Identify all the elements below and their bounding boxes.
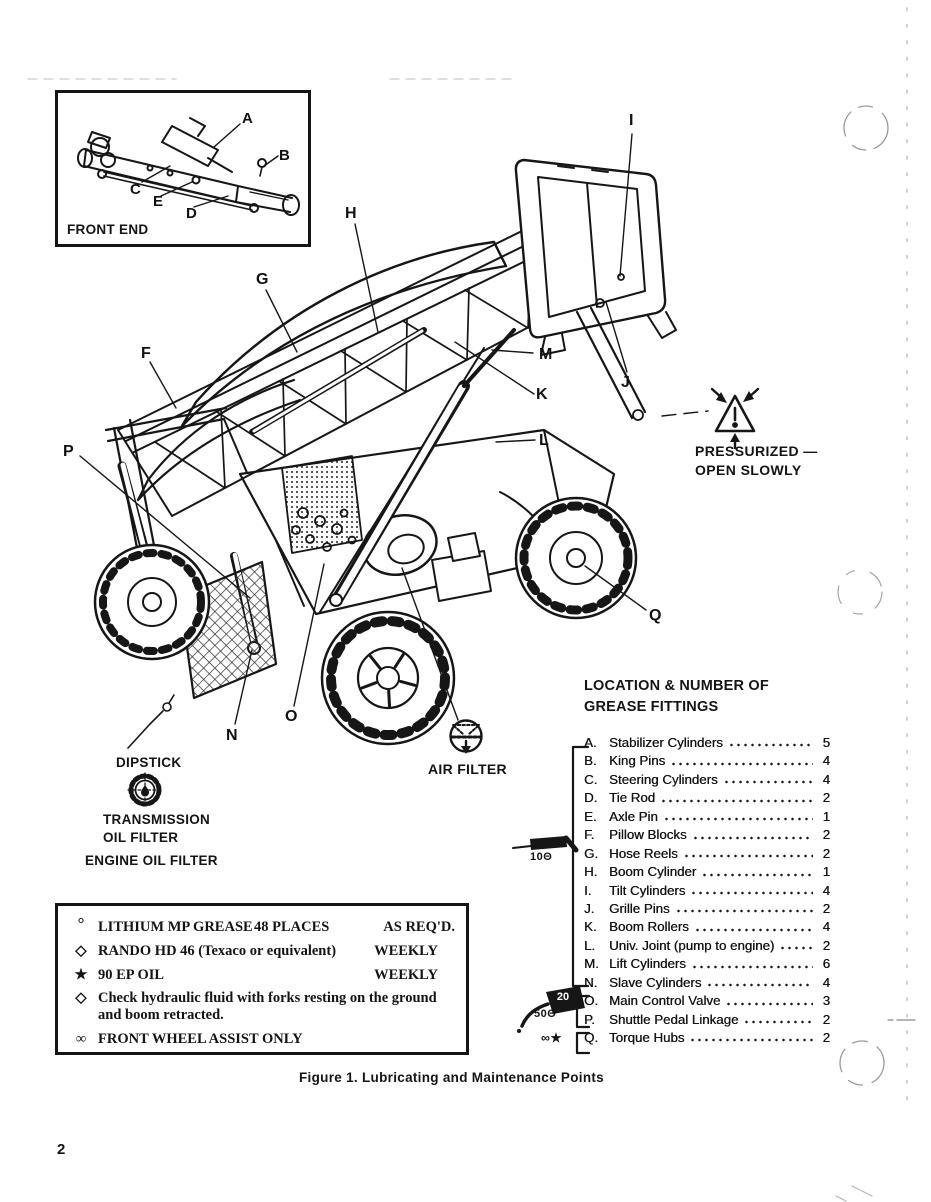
grease-item-letter: M.: [584, 956, 599, 972]
grease-item-letter: G.: [584, 845, 599, 861]
grease-item-count: 2: [822, 900, 830, 916]
callout-g: G: [256, 271, 269, 288]
grease-item-row: [584, 993, 830, 1011]
grease-item-letter: N.: [584, 974, 598, 990]
dipstick-label: DIPSTICK: [116, 755, 182, 770]
air-filter-icon: [451, 721, 482, 755]
grease-item-letter: J.: [584, 900, 595, 916]
grease-item-letter: K.: [584, 919, 597, 935]
grease-item-row: [584, 772, 830, 790]
grease-item-row: [584, 1030, 830, 1048]
callout-c: C: [130, 181, 141, 198]
dotted-leader: [725, 993, 813, 1011]
legend-symbol-icon: ★: [74, 967, 88, 983]
grease-item-count: 2: [822, 790, 830, 806]
transmission-filter-label-line2: OIL FILTER: [103, 830, 179, 845]
grease-item-count: 4: [822, 882, 830, 898]
grease-item-name: Axle Pin: [609, 808, 658, 824]
dotted-leader: [728, 735, 813, 753]
dotted-leader: [663, 809, 813, 827]
grease-item-name: Slave Cylinders: [609, 974, 702, 990]
callout-j: J: [621, 374, 630, 391]
grease-item-name: Steering Cylinders: [609, 771, 718, 787]
legend-interval: WEEKLY: [374, 943, 438, 959]
dotted-leader: [694, 919, 813, 937]
grease-item-letter: C.: [584, 771, 598, 787]
grease-item-letter: Q.: [584, 1030, 599, 1045]
transmission-filter-icon: [128, 773, 162, 807]
legend-symbol-icon: ∞: [75, 1031, 87, 1047]
grease-item-name: Main Control Valve: [609, 993, 721, 1009]
legend-symbol-icon: ◇: [75, 990, 87, 1006]
callout-m: M: [539, 346, 553, 363]
dotted-leader: [692, 827, 813, 845]
dotted-leader: [675, 901, 813, 919]
grease-item-count: 2: [822, 845, 830, 861]
left-wheel: [95, 545, 209, 659]
dotted-leader: [723, 772, 813, 790]
transmission-filter-label-line1: TRANSMISSION: [103, 812, 211, 827]
callout-d: D: [186, 205, 197, 222]
dotted-leader: [683, 846, 813, 864]
grease-item-count: 6: [822, 956, 830, 972]
grease-item-row: [584, 864, 830, 882]
callout-p: P: [63, 443, 74, 460]
grease-item-row: [584, 790, 830, 808]
grease-item-letter: I.: [584, 882, 592, 898]
grease-gun-icon: [513, 836, 576, 850]
figure-caption: Figure 1. Lubricating and Maintenance Points: [299, 1070, 604, 1085]
dotted-leader: [701, 864, 813, 882]
grease-item-row: [584, 1012, 830, 1030]
legend-text: RANDO HD 46 (Texaco or equivalent): [98, 943, 337, 959]
grease-item-letter: E.: [584, 808, 597, 824]
pressurized-warning-line1: PRESSURIZED —: [695, 443, 818, 459]
grease-item-count: 2: [822, 937, 830, 953]
engine-oil-filter-label: ENGINE OIL FILTER: [85, 853, 218, 868]
grease-item-row: [584, 735, 830, 753]
grease-item-row: [584, 956, 830, 974]
grease-item-row: [584, 846, 830, 864]
dotted-leader: [743, 1012, 813, 1030]
dotted-leader: [660, 790, 813, 808]
callout-q: Q: [649, 607, 662, 624]
grease-item-name: King Pins: [609, 753, 666, 769]
grease-item-name: Pillow Blocks: [609, 827, 687, 843]
callout-b: B: [279, 147, 290, 164]
grease-item-name: Univ. Joint (pump to engine): [609, 937, 775, 953]
grease-item-letter: H.: [584, 864, 598, 880]
dotted-leader: [689, 1030, 813, 1048]
grease-item-letter: A.: [584, 735, 597, 750]
lubricant-legend-box: [55, 903, 469, 1055]
legend-text: Check hydraulic fluid with forks resting on the ground and boom retracted.: [98, 990, 437, 1023]
legend-places: 48 PLACES: [254, 919, 330, 935]
grease-item-count: 2: [822, 1030, 830, 1045]
legend-text: LITHIUM MP GREASE: [98, 919, 253, 935]
legend-interval: AS REQ'D.: [383, 919, 455, 935]
grease-item-count: 2: [822, 827, 830, 843]
grease-item-count: 4: [822, 919, 830, 935]
dotted-leader: [706, 975, 813, 993]
grease-item-count: 3: [822, 993, 830, 1009]
interval-20hr-badge: 20: [556, 991, 570, 1003]
grease-item-row: [584, 753, 830, 771]
grease-item-count: 5: [822, 735, 830, 750]
front-end-label: FRONT END: [67, 222, 149, 237]
callout-k: K: [536, 386, 548, 403]
legend-symbol-icon: °: [77, 914, 85, 933]
dotted-leader: [670, 753, 813, 771]
grease-item-row: [584, 883, 830, 901]
grease-fittings-panel: [584, 676, 830, 1048]
grease-item-letter: B.: [584, 753, 597, 769]
pressurized-warning-line2: OPEN SLOWLY: [695, 462, 802, 478]
legend-text: FRONT WHEEL ASSIST ONLY: [98, 1031, 303, 1047]
grease-item-row: [584, 975, 830, 993]
callout-a: A: [242, 110, 253, 127]
grease-item-name: Tilt Cylinders: [609, 882, 686, 898]
grease-item-letter: O.: [584, 993, 599, 1009]
center-wheel: [322, 612, 454, 744]
callout-i: I: [629, 112, 634, 129]
callout-e: E: [153, 193, 164, 210]
grease-item-count: 1: [822, 808, 830, 824]
grease-item-count: 4: [822, 753, 830, 769]
grease-item-name: Tie Rod: [609, 790, 656, 806]
grease-item-name: Grille Pins: [609, 900, 670, 916]
grease-item-name: Boom Cylinder: [609, 864, 697, 880]
grease-item-letter: D.: [584, 790, 598, 806]
page-number: 2: [57, 1141, 66, 1158]
grease-item-count: 2: [822, 1011, 830, 1027]
grease-fittings-list: [584, 735, 830, 1048]
dotted-leader: [691, 956, 813, 974]
grease-item-letter: F.: [584, 827, 595, 843]
grease-item-letter: L.: [584, 937, 596, 953]
dotted-leader: [779, 938, 813, 956]
callout-l: L: [539, 432, 549, 449]
grease-item-name: Stabilizer Cylinders: [609, 735, 723, 750]
interval-front-wheel-assist-label: ∞★: [541, 1031, 563, 1045]
grease-fittings-title-line1: LOCATION & NUMBER OF: [584, 678, 769, 694]
callout-h: H: [345, 205, 357, 222]
fork-carriage: [516, 160, 676, 420]
grease-item-name: Hose Reels: [609, 845, 678, 861]
callout-n: N: [226, 727, 238, 744]
dotted-leader: [690, 883, 813, 901]
grease-fittings-title-line2: GREASE FITTINGS: [584, 699, 719, 715]
legend-text: 90 EP OIL: [98, 967, 165, 983]
interval-10hr-label: 10Θ: [530, 851, 553, 863]
grease-item-row: [584, 901, 830, 919]
legend-interval: WEEKLY: [374, 967, 438, 983]
machine-art: [95, 160, 676, 748]
grease-item-count: 4: [822, 771, 830, 787]
grease-item-name: Lift Cylinders: [609, 956, 686, 972]
pressurized-warning-icon: [712, 389, 758, 448]
grease-item-letter: P.: [584, 1011, 595, 1027]
grease-item-row: [584, 827, 830, 845]
legend-symbol-icon: ◇: [75, 943, 87, 959]
interval-50hr-label: 50Θ: [534, 1008, 557, 1020]
air-filter-label: AIR FILTER: [428, 761, 507, 777]
grease-item-row: [584, 919, 830, 937]
grease-item-row: [584, 938, 830, 956]
callout-o: O: [285, 708, 298, 725]
right-wheel: [516, 498, 636, 618]
grease-item-count: 4: [822, 974, 830, 990]
grease-item-name: Shuttle Pedal Linkage: [609, 1011, 739, 1027]
grease-item-count: 1: [822, 864, 830, 880]
grease-item-name: Boom Rollers: [609, 919, 689, 935]
grease-item-name: Torque Hubs: [609, 1030, 685, 1045]
callout-f: F: [141, 345, 151, 362]
grease-item-row: [584, 809, 830, 827]
front-end-inset-box: [55, 90, 311, 247]
